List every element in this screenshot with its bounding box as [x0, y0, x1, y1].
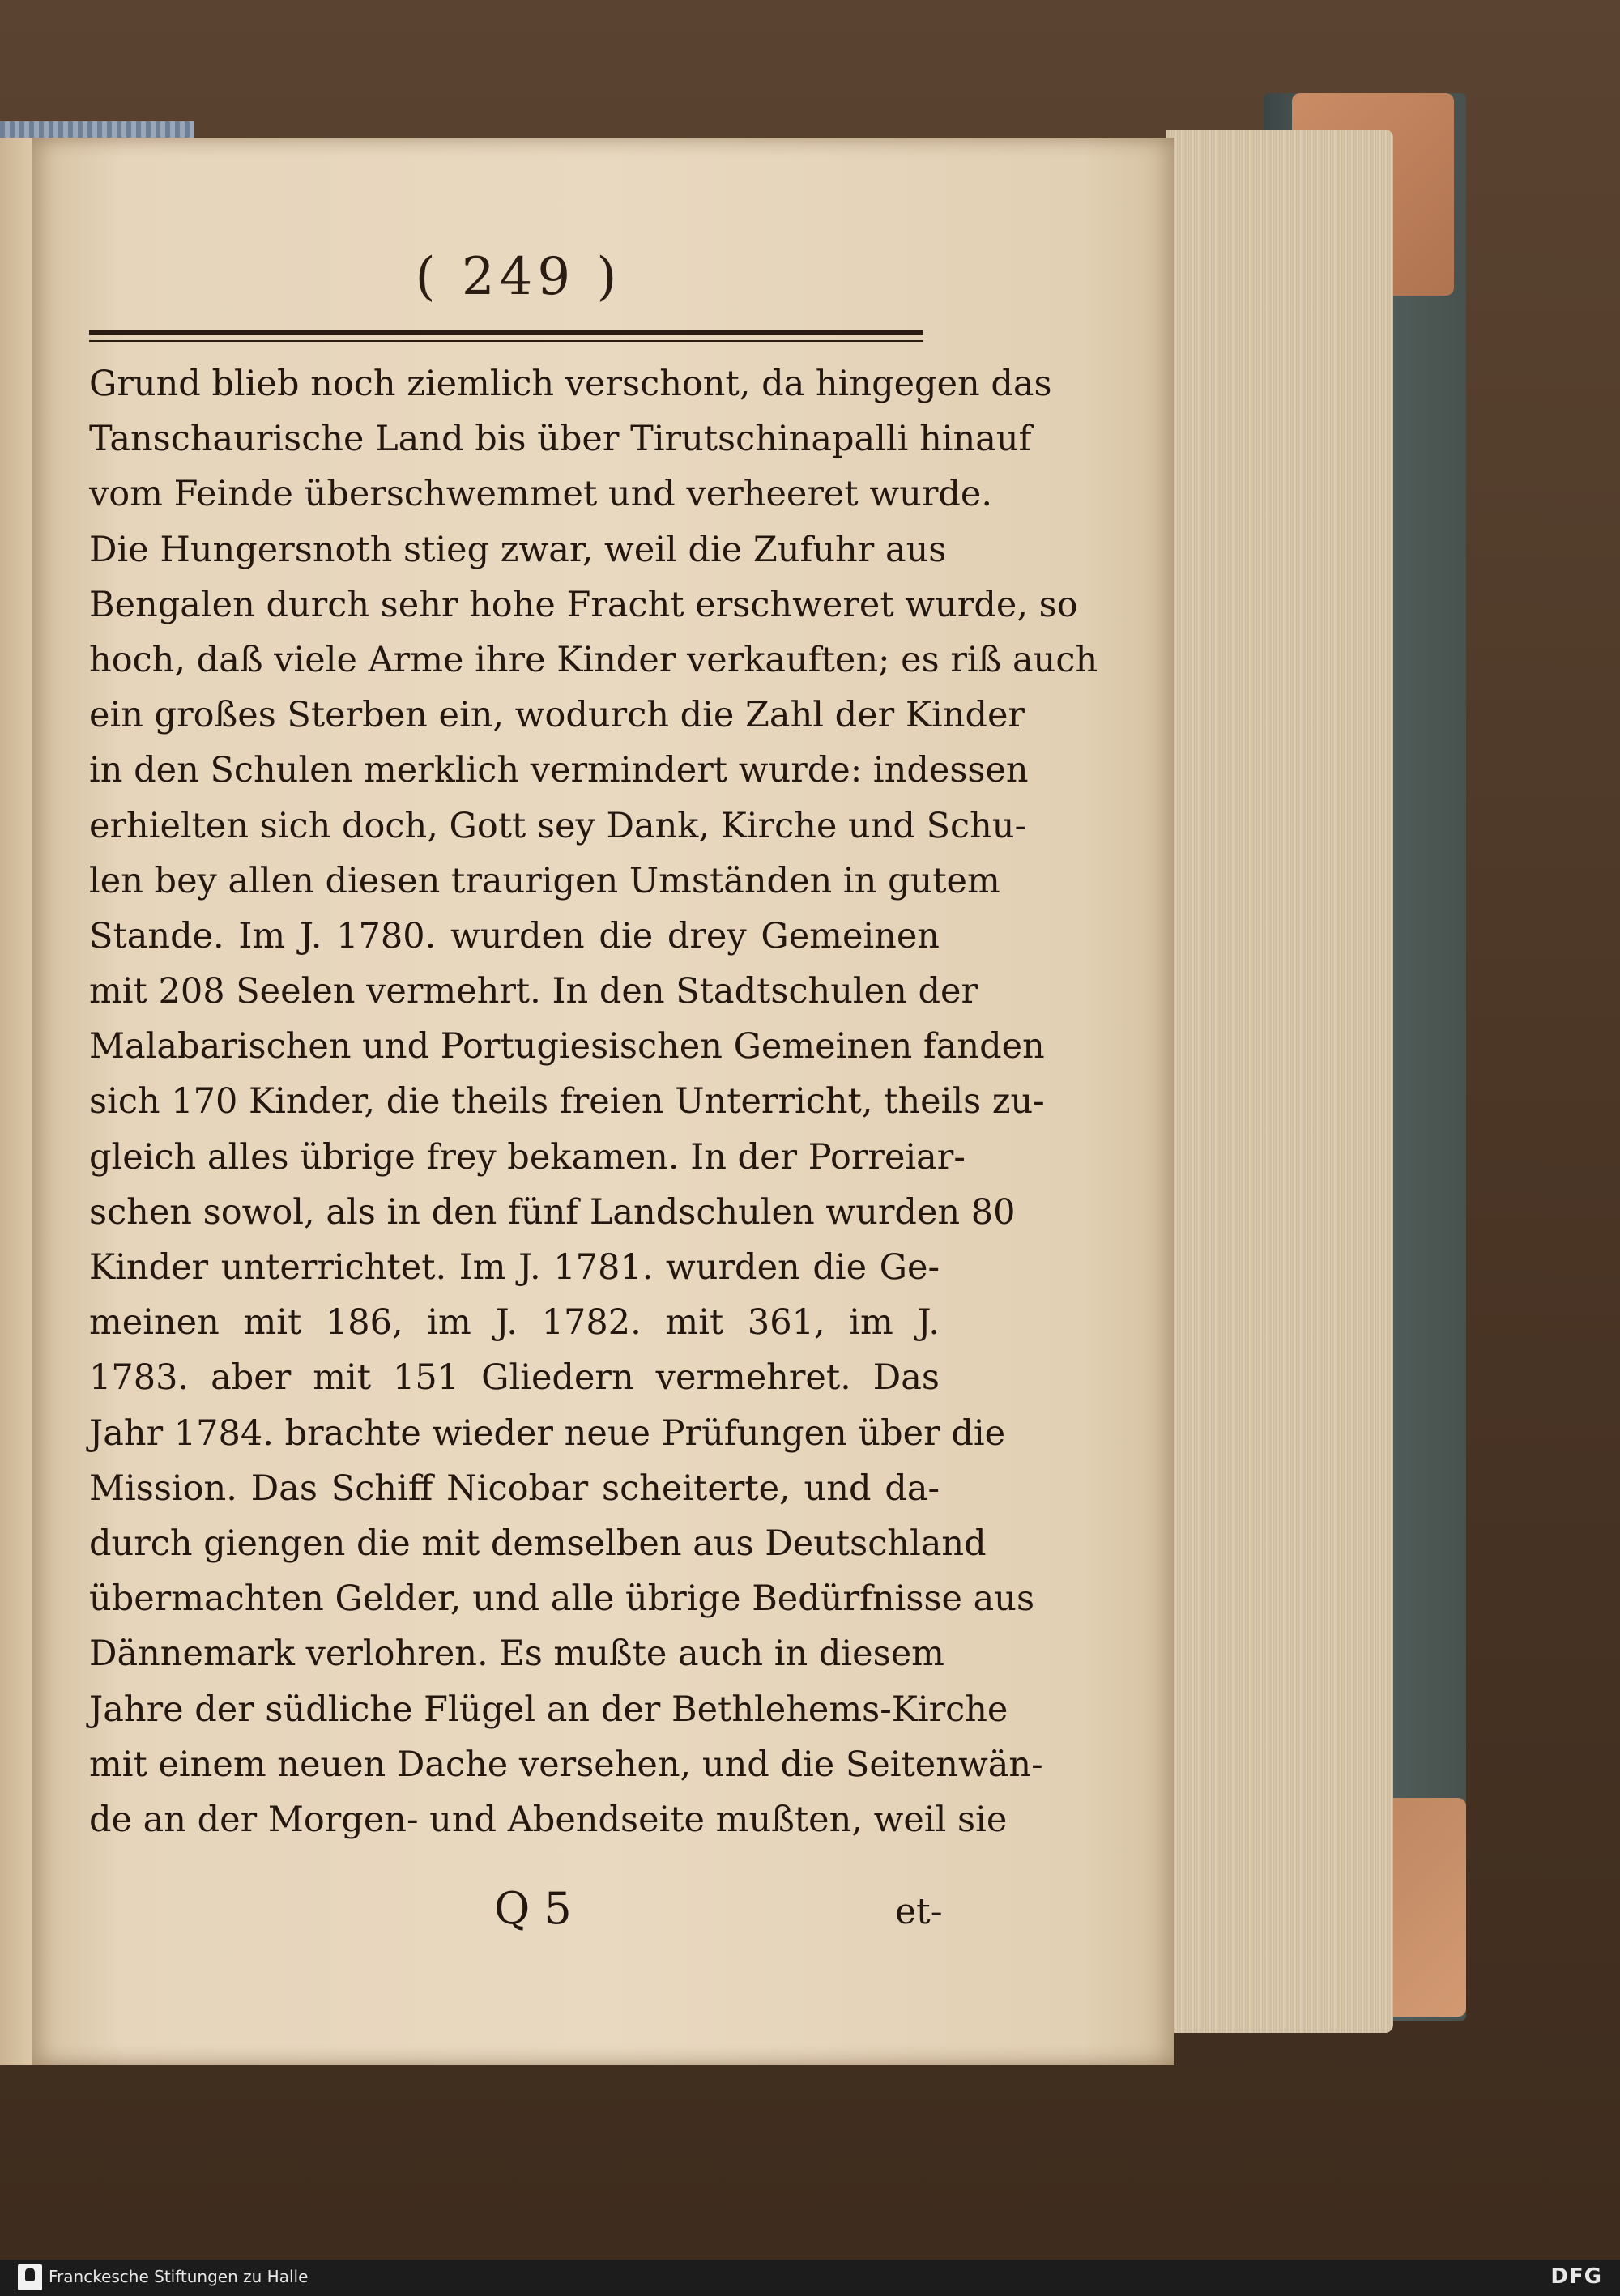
text-line: vom Feinde überschwemmet und verheeret wurde.	[89, 474, 993, 515]
text-line: Dännemark verlohren. Es mußte auch in diesem	[89, 1634, 944, 1675]
body-text	[89, 356, 1098, 1847]
text-line: de an der Morgen- und Abendseite mußten, weil sie	[89, 1799, 1008, 1840]
text-line: 1783. aber mit 151 Gliedern vermehret. Das	[89, 1357, 940, 1399]
text-line: ein großes Sterben ein, wodurch die Zahl der Kinder	[89, 695, 1025, 736]
text-line: in den Schulen merklich vermindert wurde: indessen	[89, 750, 1029, 791]
institution-name: Franckesche Stiftungen zu Halle	[49, 2267, 309, 2286]
text-line: Jahre der südliche Flügel an der Bethlehems-Kirche	[89, 1689, 1008, 1730]
text-line: sich 170 Kinder, die theils freien Unterricht, theils zu-	[89, 1081, 1045, 1122]
text-line: meinen mit 186, im J. 1782. mit 361, im J.	[89, 1302, 940, 1344]
header-rule-thin	[89, 340, 923, 342]
footer-bar	[0, 2260, 1620, 2296]
text-line: mit 208 Seelen vermehrt. In den Stadtschulen der	[89, 971, 978, 1012]
page-edges	[1166, 130, 1393, 2033]
text-line: hoch, daß viele Arme ihre Kinder verkauften; es riß auch	[89, 639, 1098, 680]
text-line: Mission. Das Schiff Nicobar scheiterte, und da-	[89, 1467, 940, 1509]
text-line: gleich alles übrige frey bekamen. In der Porreiar-	[89, 1136, 966, 1178]
text-line: Kinder unterrichtet. Im J. 1781. wurden die Ge-	[89, 1247, 940, 1288]
text-line: mit einem neuen Dache versehen, und die Seitenwän-	[89, 1744, 1043, 1785]
text-line: durch giengen die mit demselben aus Deutschland	[89, 1523, 987, 1564]
text-line: len bey allen diesen traurigen Umständen in gutem	[89, 860, 1000, 901]
text-line: Tanschaurische Land bis über Tirutschinapalli hinauf	[89, 419, 1032, 460]
page-number: ( 249 )	[415, 247, 622, 307]
institution-logo-icon	[18, 2264, 42, 2290]
dfg-logo: DFG	[1550, 2264, 1602, 2289]
text-line: Jahr 1784. brachte wieder neue Prüfungen über die	[89, 1412, 1006, 1454]
text-line: Die Hungersnoth stieg zwar, weil die Zufuhr aus	[89, 529, 947, 570]
signature-mark: Q 5	[494, 1883, 572, 1934]
text-line: erhielten sich doch, Gott sey Dank, Kirche und Schu-	[89, 805, 1027, 846]
text-line: Grund blieb noch ziemlich verschont, da hingegen das	[89, 364, 1052, 404]
text-line: Bengalen durch sehr hohe Fracht erschweret wurde, so	[89, 584, 1078, 625]
text-line: Stande. Im J. 1780. wurden die drey Gemeinen	[89, 915, 940, 956]
previous-page-edge	[0, 138, 32, 2065]
catchword: et-	[895, 1891, 943, 1932]
text-line: schen sowol, als in den fünf Landschulen wurden 80	[89, 1191, 1016, 1233]
header-rule	[89, 330, 923, 335]
text-line: Malabarischen und Portugiesischen Gemeinen fanden	[89, 1026, 1045, 1067]
text-line: übermachten Gelder, und alle übrige Bedürfnisse aus	[89, 1578, 1035, 1620]
